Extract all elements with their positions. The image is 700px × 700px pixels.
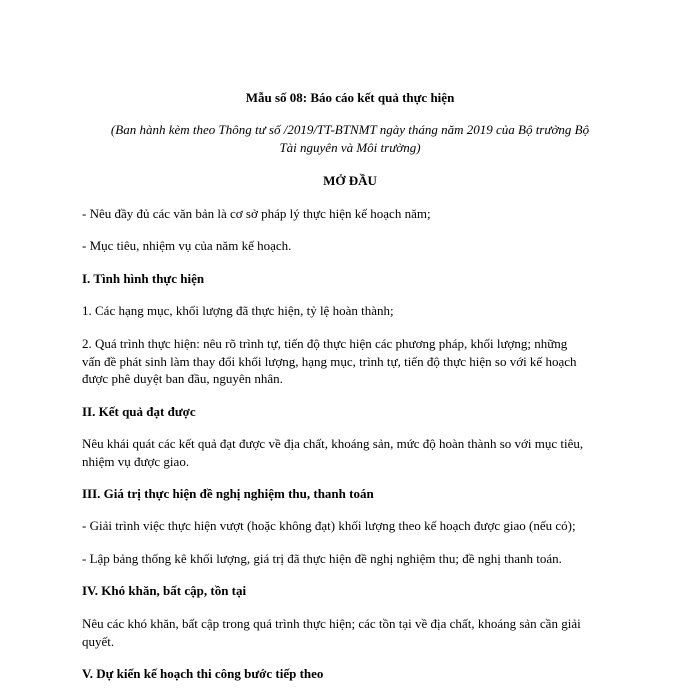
- intro-heading: MỞ ĐẦU: [323, 173, 377, 188]
- section-2-text-line-1: Nêu khái quát các kết quả đạt được về địa chất, khoáng sản, mức độ hoàn thành so với mục tiêu,: [82, 436, 584, 451]
- form-title: Mẫu số 08: Báo cáo kết quả thực hiện: [245, 90, 455, 105]
- section-1-item-2-line-1: 2. Quá trình thực hiện: nêu rõ trình tự, tiến độ thực hiện các phương pháp, khối lượng; những: [82, 336, 568, 351]
- section-3-item-2: - Lập bảng thống kê khối lượng, giá trị đã thực hiện đề nghị nghiệm thu; đề nghị thanh toán.: [82, 551, 562, 566]
- section-1-item-1: 1. Các hạng mục, khối lượng đã thực hiện, tỷ lệ hoàn thành;: [82, 303, 394, 318]
- section-5-heading: V. Dự kiến kế hoạch thi công bước tiếp theo: [82, 666, 324, 681]
- section-1-item-2-line-2: vấn đề phát sinh làm thay đổi khối lượng, hạng mục, trình tự, tiến độ thực hiện so với kế hoạch: [82, 354, 577, 369]
- section-1-heading: I. Tình hình thực hiện: [82, 271, 205, 286]
- issued-note-line-2: Tài nguyên và Môi trường): [279, 140, 421, 155]
- section-4-heading: IV. Khó khăn, bất cập, tồn tại: [82, 583, 247, 598]
- section-4-text-line-1: Nêu các khó khăn, bất cập trong quá trình thực hiện; các tồn tại về địa chất, khoáng sản cần giải: [82, 616, 581, 631]
- section-3-heading: III. Giá trị thực hiện đề nghị nghiệm thu, thanh toán: [82, 486, 374, 501]
- section-4-text-line-2: quyết.: [82, 634, 115, 649]
- intro-item: - Mục tiêu, nhiệm vụ của năm kế hoạch.: [82, 238, 292, 253]
- issued-note-line-1: (Ban hành kèm theo Thông tư số /2019/TT-BTNMT ngày tháng năm 2019 của Bộ trưởng Bộ: [110, 122, 590, 137]
- intro-item: - Nêu đầy đủ các văn bản là cơ sở pháp lý thực hiện kế hoạch năm;: [82, 206, 431, 221]
- section-2-text-line-2: nhiệm vụ được giao.: [82, 454, 190, 469]
- section-3-item-1: - Giải trình việc thực hiện vượt (hoặc không đạt) khối lượng theo kế hoạch được giao (nếu có);: [82, 518, 576, 533]
- section-2-heading: II. Kết quả đạt được: [82, 404, 196, 419]
- section-1-item-2-line-3: được phê duyệt ban đầu, nguyên nhân.: [82, 371, 283, 386]
